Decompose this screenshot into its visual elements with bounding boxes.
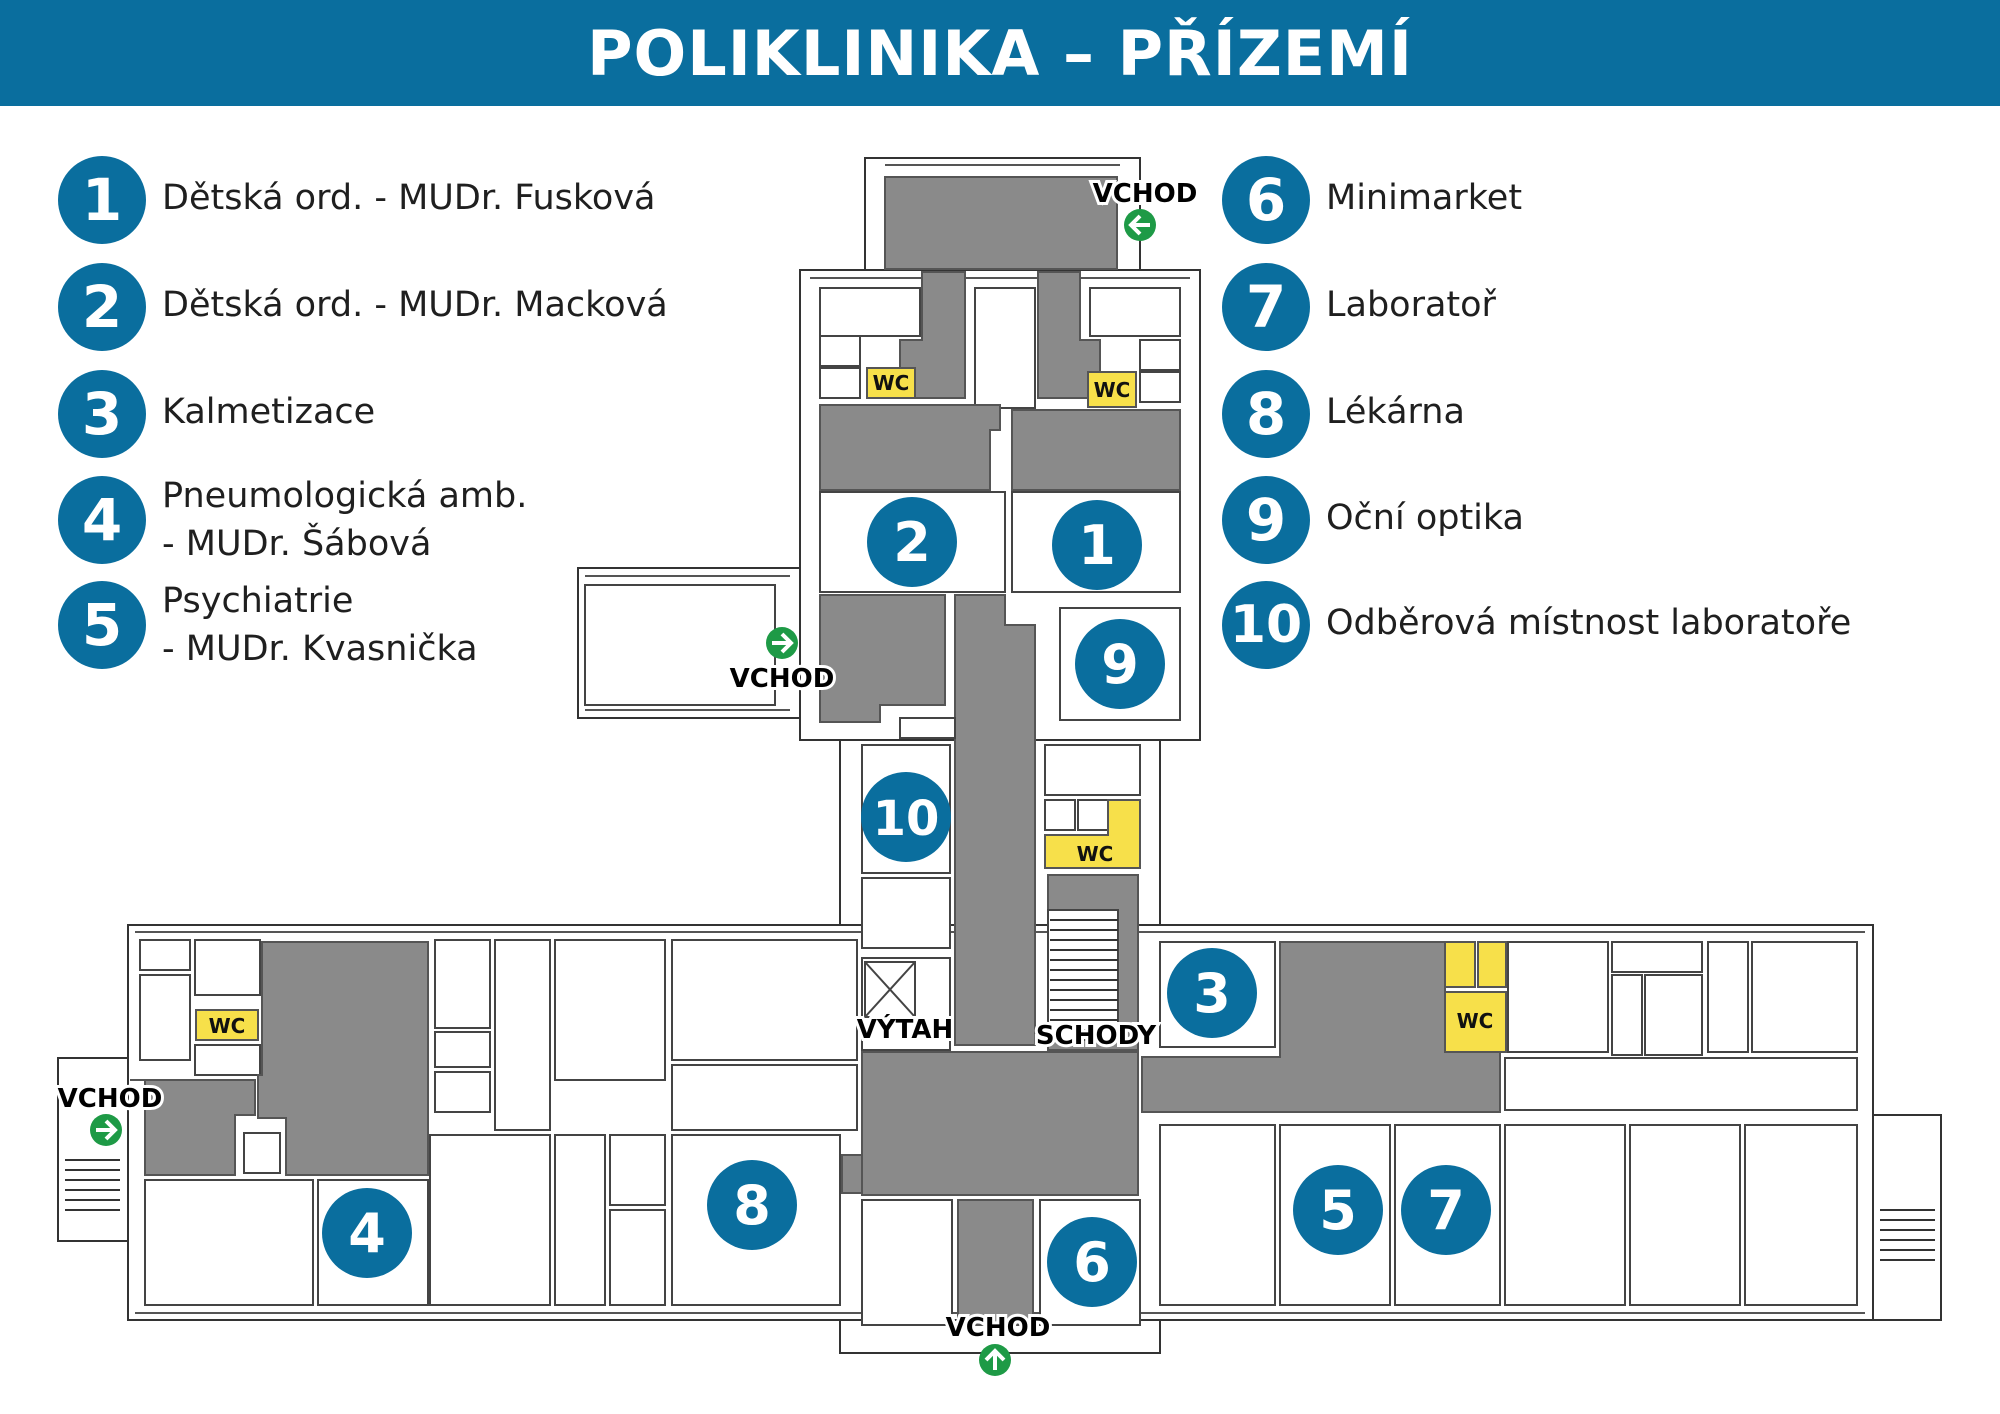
legend-label: - MUDr. Kvasnička (162, 629, 478, 669)
room-number-7: 7 (1427, 1179, 1465, 1242)
legend-label: Pneumologická amb. (162, 476, 528, 516)
legend-label: Laboratoř (1326, 285, 1496, 325)
legend-number-badge: 5 (58, 581, 146, 669)
legend-label: Dětská ord. - MUDr. Macková (162, 285, 668, 325)
room-number-1: 1 (1078, 514, 1116, 577)
legend-label: - MUDr. Šábová (162, 524, 432, 564)
legend-label: Kalmetizace (162, 392, 376, 432)
legend-number-badge: 8 (1222, 370, 1310, 458)
stairs-label: SCHODY (1035, 1021, 1157, 1051)
green-arrow-icon (1124, 209, 1156, 241)
wc-label: WC (1076, 842, 1114, 866)
entrance-label: VCHOD (57, 1084, 163, 1114)
legend-number-badge: 3 (58, 370, 146, 458)
room-number-9: 9 (1101, 633, 1139, 696)
legend-label: Minimarket (1326, 178, 1523, 218)
elevator (865, 962, 915, 1017)
legend-label: Dětská ord. - MUDr. Fusková (162, 178, 656, 218)
room-number-2: 2 (893, 511, 931, 574)
page-title: POLIKLINIKA – PŘÍZEMÍ (587, 16, 1413, 90)
entrance-label: VCHOD (729, 664, 835, 694)
green-arrow-icon (90, 1114, 122, 1146)
legend-number-badge: 7 (1222, 263, 1310, 351)
elevator-label: VÝTAH (856, 1015, 954, 1045)
wc-label: WC (872, 371, 910, 395)
legend-label: Oční optika (1326, 498, 1525, 538)
wc-label: WC (1456, 1009, 1494, 1033)
wc-label: WC (1093, 378, 1131, 402)
wc-label: WC (208, 1014, 246, 1038)
room-number-4: 4 (348, 1202, 386, 1265)
green-arrow-icon (979, 1344, 1011, 1376)
legend-number-badge: 6 (1222, 156, 1310, 244)
legend-label: Lékárna (1326, 392, 1465, 432)
green-arrow-icon (766, 627, 798, 659)
legend-number-badge: 2 (58, 263, 146, 351)
room-number-5: 5 (1319, 1179, 1357, 1242)
room-number-8: 8 (733, 1174, 771, 1237)
legend-label: Odběrová místnost laboratoře (1326, 603, 1852, 643)
legend-number-badge: 4 (58, 476, 146, 564)
entrance-label: VCHOD (945, 1313, 1051, 1343)
room-number-3: 3 (1193, 962, 1231, 1025)
room-number-6: 6 (1073, 1231, 1111, 1294)
legend-label: Psychiatrie (162, 581, 354, 621)
room-number-10: 10 (872, 791, 940, 847)
legend-number-badge: 10 (1222, 581, 1310, 669)
legend-number-badge: 9 (1222, 476, 1310, 564)
entrance-label: VCHOD (1092, 179, 1198, 209)
legend-number-badge: 1 (58, 156, 146, 244)
